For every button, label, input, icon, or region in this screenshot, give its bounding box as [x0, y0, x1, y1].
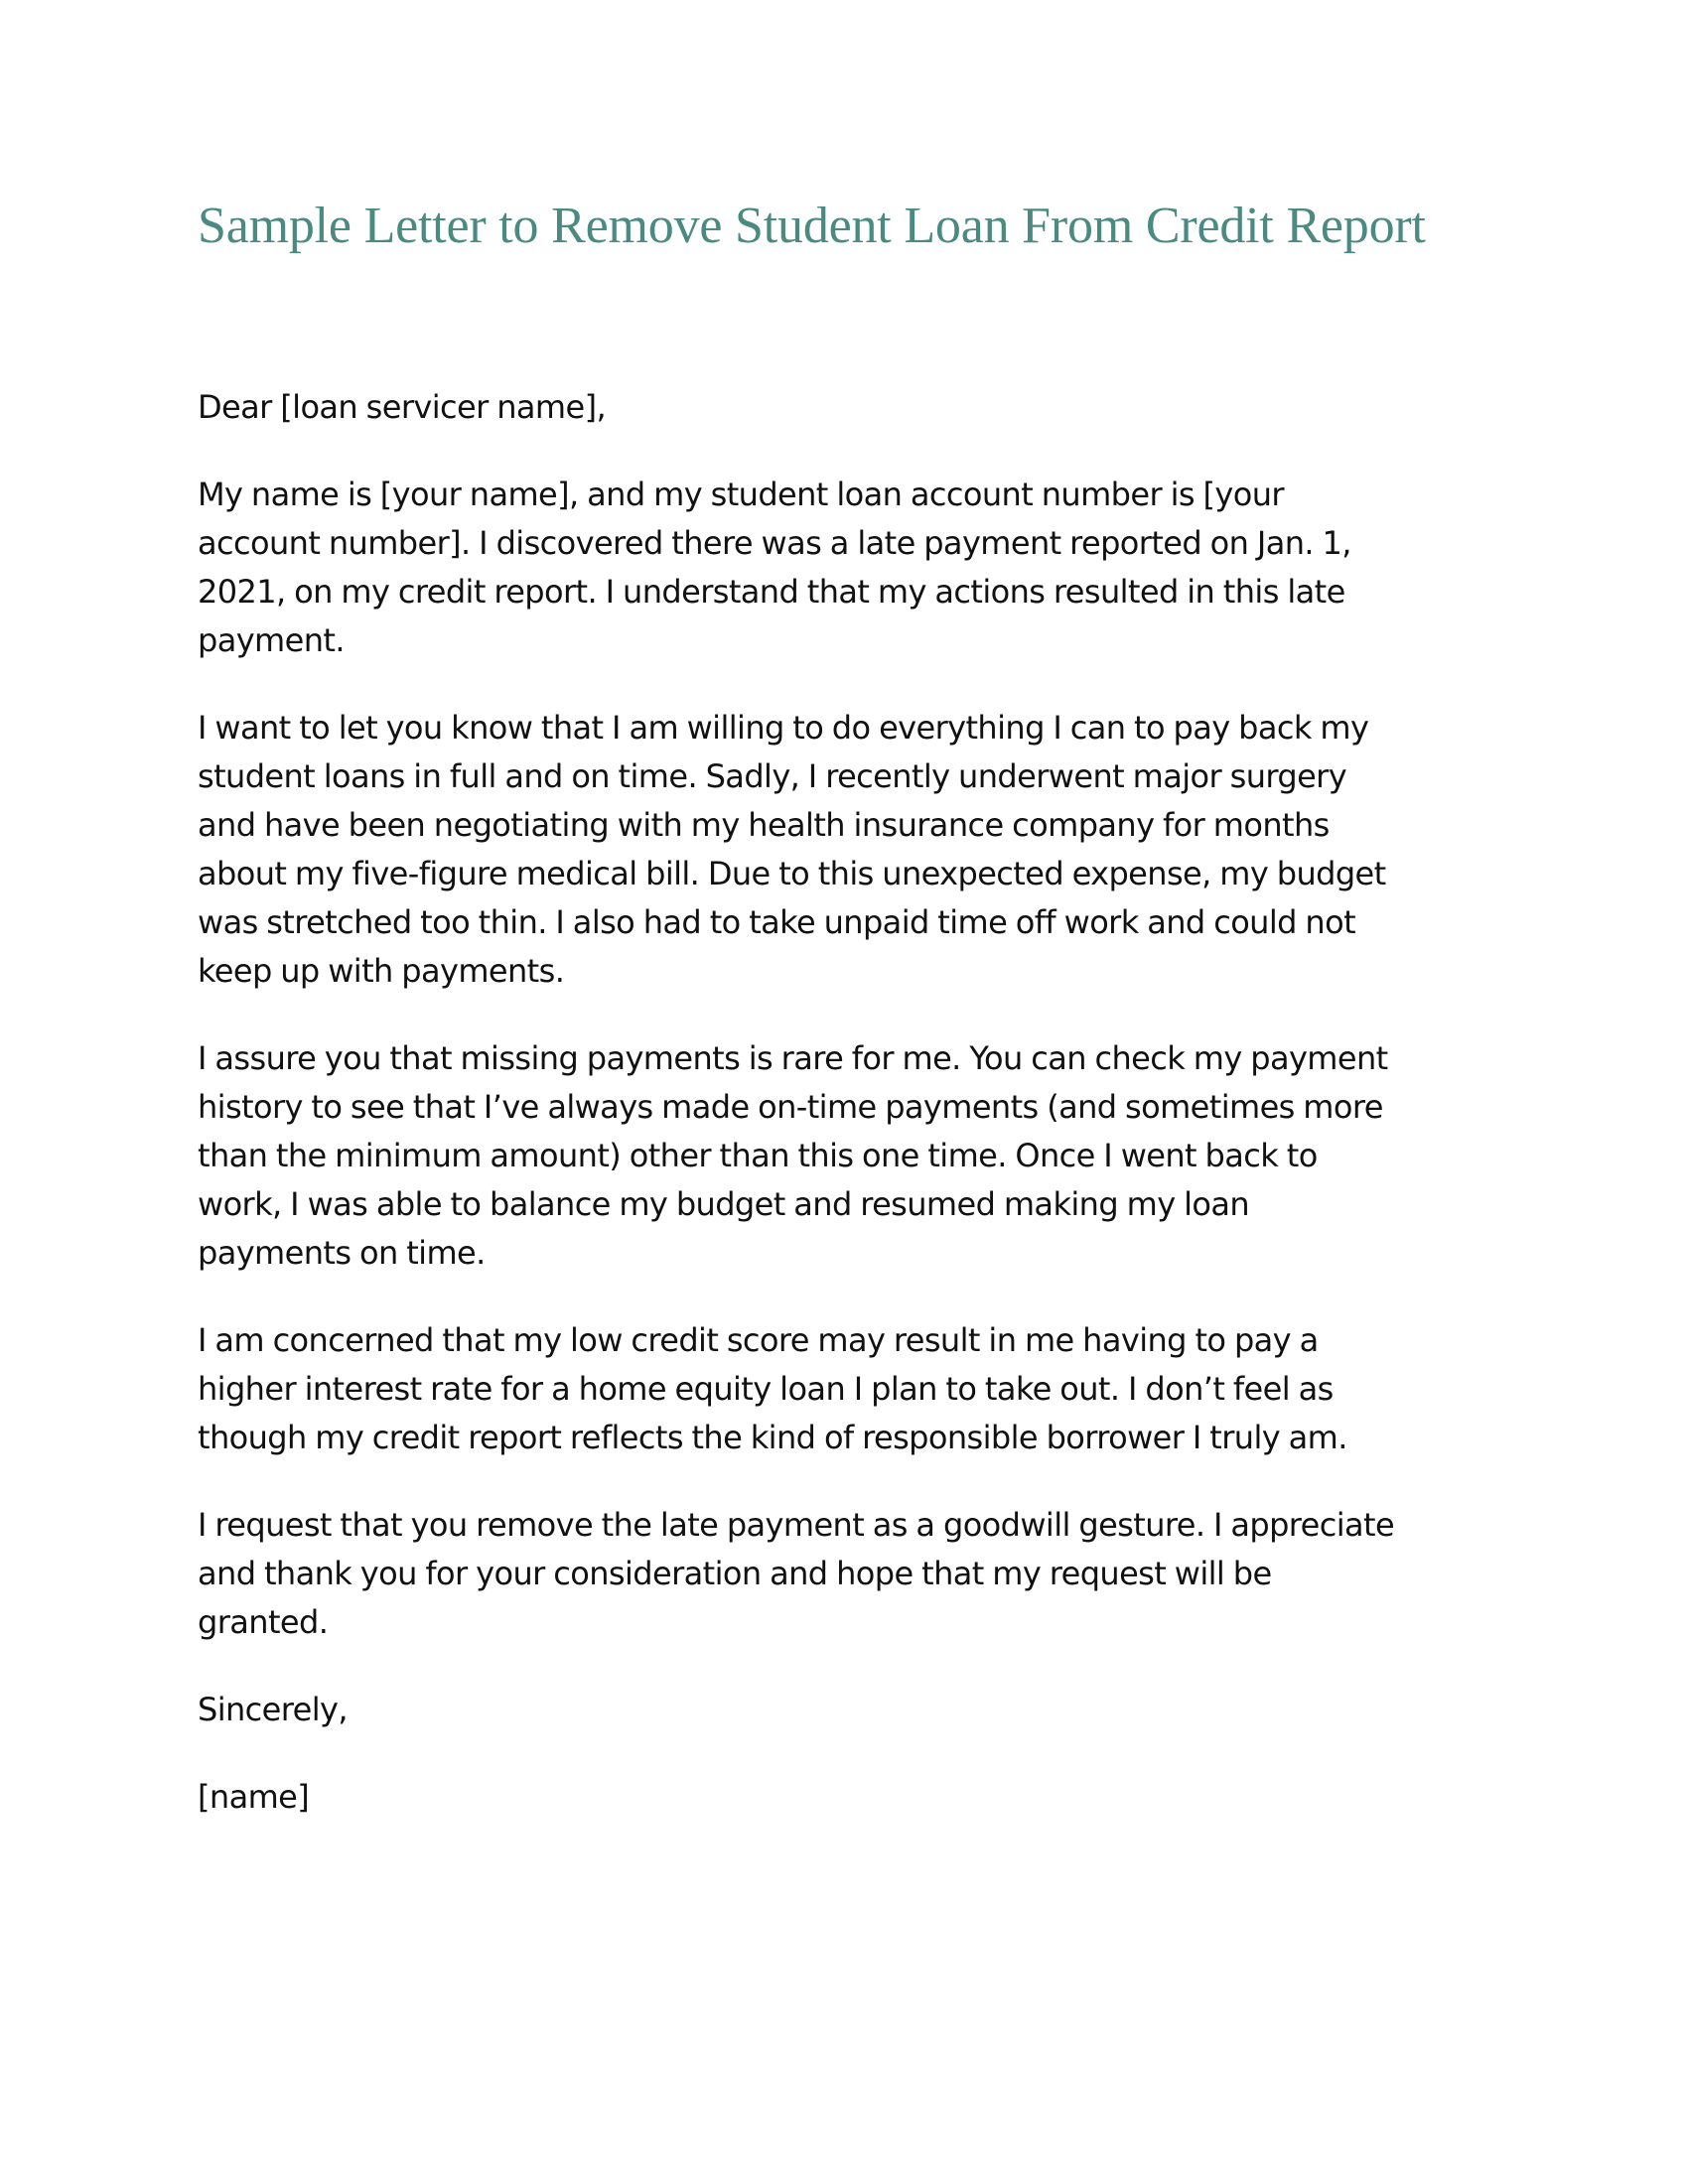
paragraph-line: and thank you for your consideration and hope that my request will be: [198, 1555, 1272, 1592]
paragraph-4: [198, 1316, 1488, 1462]
paragraph-line: I assure you that missing payments is rare for me. You can check my payment: [198, 1039, 1388, 1077]
signature: [198, 1773, 1488, 1822]
paragraph-line: My name is [your name], and my student loan account number is [your: [198, 476, 1284, 513]
paragraph-3: [198, 1034, 1488, 1278]
paragraph-line: history to see that I’ve always made on-time payments (and sometimes more: [198, 1088, 1383, 1126]
closing: [198, 1686, 1488, 1734]
paragraph-line: was stretched too thin. I also had to take unpaid time off work and could not: [198, 903, 1356, 941]
salutation: [198, 383, 1488, 432]
paragraph-line: higher interest rate for a home equity loan I plan to take out. I don’t feel as: [198, 1370, 1334, 1408]
paragraph-line: I am concerned that my low credit score may result in me having to pay a: [198, 1321, 1319, 1359]
signature-text: [name]: [198, 1778, 310, 1816]
document-title: Sample Letter to Remove Student Loan From Credit Report: [198, 198, 1426, 254]
paragraph-line: payment.: [198, 621, 345, 659]
paragraph-line: account number]. I discovered there was a late payment reported on Jan. 1,: [198, 524, 1351, 562]
paragraph-line: about my five-figure medical bill. Due to this unexpected expense, my budget: [198, 855, 1386, 892]
paragraph-line: student loans in full and on time. Sadly, I recently underwent major surgery: [198, 757, 1347, 795]
paragraph-line: I request that you remove the late payment as a goodwill gesture. I appreciate: [198, 1506, 1395, 1544]
paragraph-line: payments on time.: [198, 1234, 486, 1272]
paragraph-line: than the minimum amount) other than this one time. Once I went back to: [198, 1137, 1318, 1174]
paragraph-line: I want to let you know that I am willing to do everything I can to pay back my: [198, 709, 1369, 747]
paragraph-line: though my credit report reflects the kind of responsible borrower I truly am.: [198, 1419, 1347, 1456]
paragraph-line: and have been negotiating with my health insurance company for months: [198, 806, 1330, 844]
paragraph-line: work, I was able to balance my budget and resumed making my loan: [198, 1185, 1250, 1223]
paragraph-2: [198, 704, 1488, 996]
paragraph-line: granted.: [198, 1603, 329, 1641]
paragraph-1: [198, 471, 1488, 665]
letter-body: [198, 383, 1488, 1860]
paragraph-line: keep up with payments.: [198, 952, 565, 990]
salutation-text: Dear [loan servicer name],: [198, 388, 607, 426]
closing-text: Sincerely,: [198, 1691, 348, 1728]
paragraph-5: [198, 1501, 1488, 1647]
paragraph-line: 2021, on my credit report. I understand that my actions resulted in this late: [198, 573, 1345, 611]
